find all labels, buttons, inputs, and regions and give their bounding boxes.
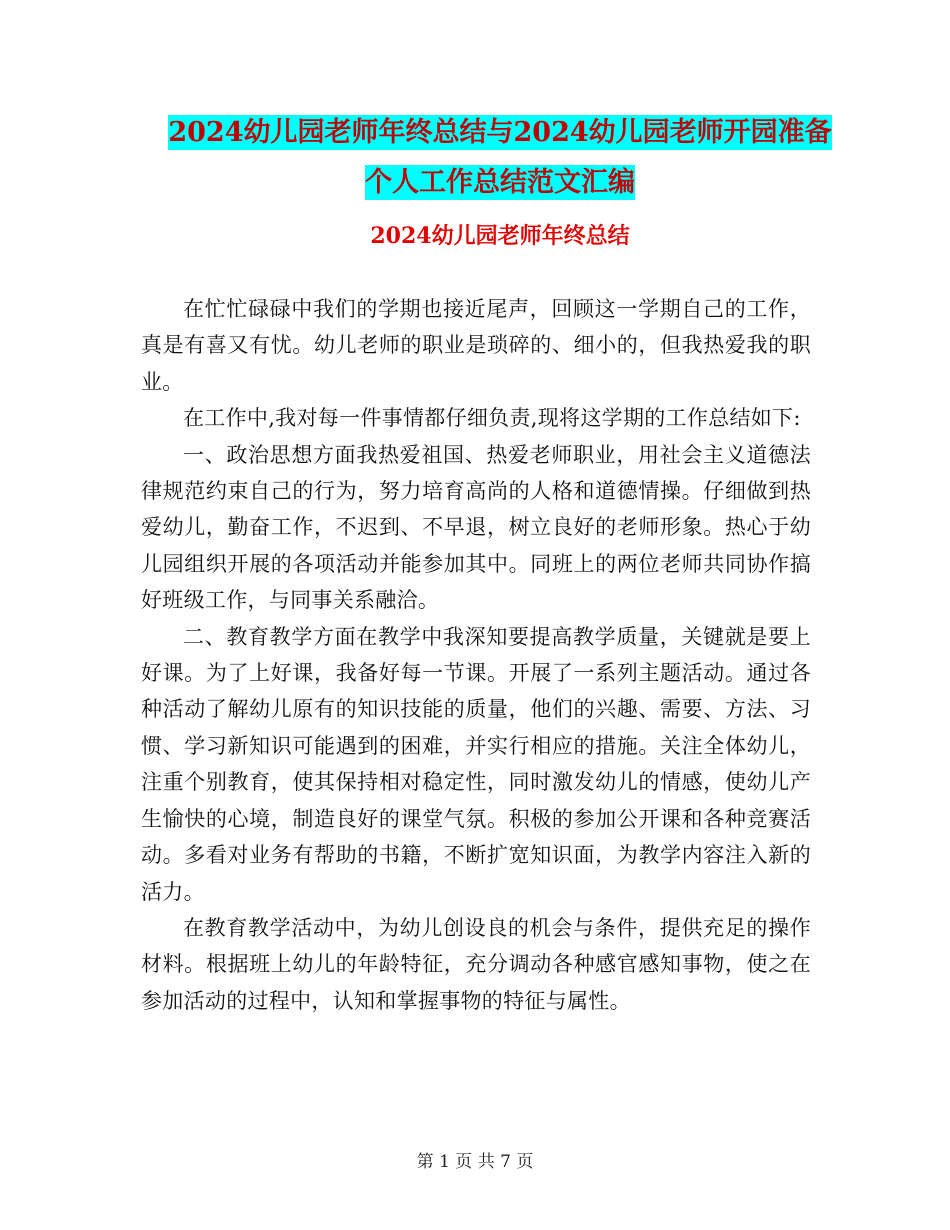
page-footer: 第 1 页 共 7 页 (416, 1152, 534, 1172)
document-title-line-2: 个人工作总结范文汇编 (365, 167, 635, 198)
document-title (100, 108, 900, 208)
paragraph-summary-lead: 在工作中,我对每一件事情都仔细负责,现将这学期的工作总结如下: (183, 406, 801, 431)
document-title-line-1: 2024幼儿园老师年终总结与2024幼儿园老师开园准备 (168, 117, 832, 148)
paragraph-intro: 在忙忙碌碌中我们的学期也接近尾声，回顾这一学期自己的工作，真是有喜又有忧。幼儿老师的职业是琐碎的、细小的，但我热爱我的职业。 (141, 297, 811, 394)
paragraph-activities: 在教育教学活动中，为幼儿创设良的机会与条件，提供充足的操作材料。根据班上幼儿的年龄特征，充分调动各种感官感知事物，使之在参加活动的过程中，认知和掌握事物的特征与属性。 (141, 915, 811, 1013)
paragraph-teaching: 二、教育教学方面在教学中我深知要提高教学质量，关键就是要上好课。为了上好课，我备好每一节课。开展了一系列主题活动。通过各种活动了解幼儿原有的知识技能的质量，他们的兴趣、需要、方法、习惯、学习新知识可能遇到的困难，并实行相应的措施。关注全体幼儿，注重个别教育，使其保持相对稳定性，同时激发幼儿的情感，使幼儿产生愉快的心境，制造良好的课堂气氛。积极的参加公开课和各种竞赛活动。多看对业务有帮助的书籍，不断扩宽知识面，为教学内容注入新的活力。 (141, 624, 811, 904)
paragraph-political-thought: 一、政治思想方面我热爱祖国、热爱老师职业，用社会主义道德法律规范约束自己的行为，努力培育高尚的人格和道德情操。仔细做到热爱幼儿，勤奋工作，不迟到、不早退，树立良好的老师形象。热心于幼儿园组织开展的各项活动并能参加其中。同班上的两位老师共同协作搞好班级工作，与同事关系融洽。 (141, 442, 811, 613)
body-text (141, 291, 811, 1019)
section-heading: 2024幼儿园老师年终总结 (370, 223, 630, 249)
